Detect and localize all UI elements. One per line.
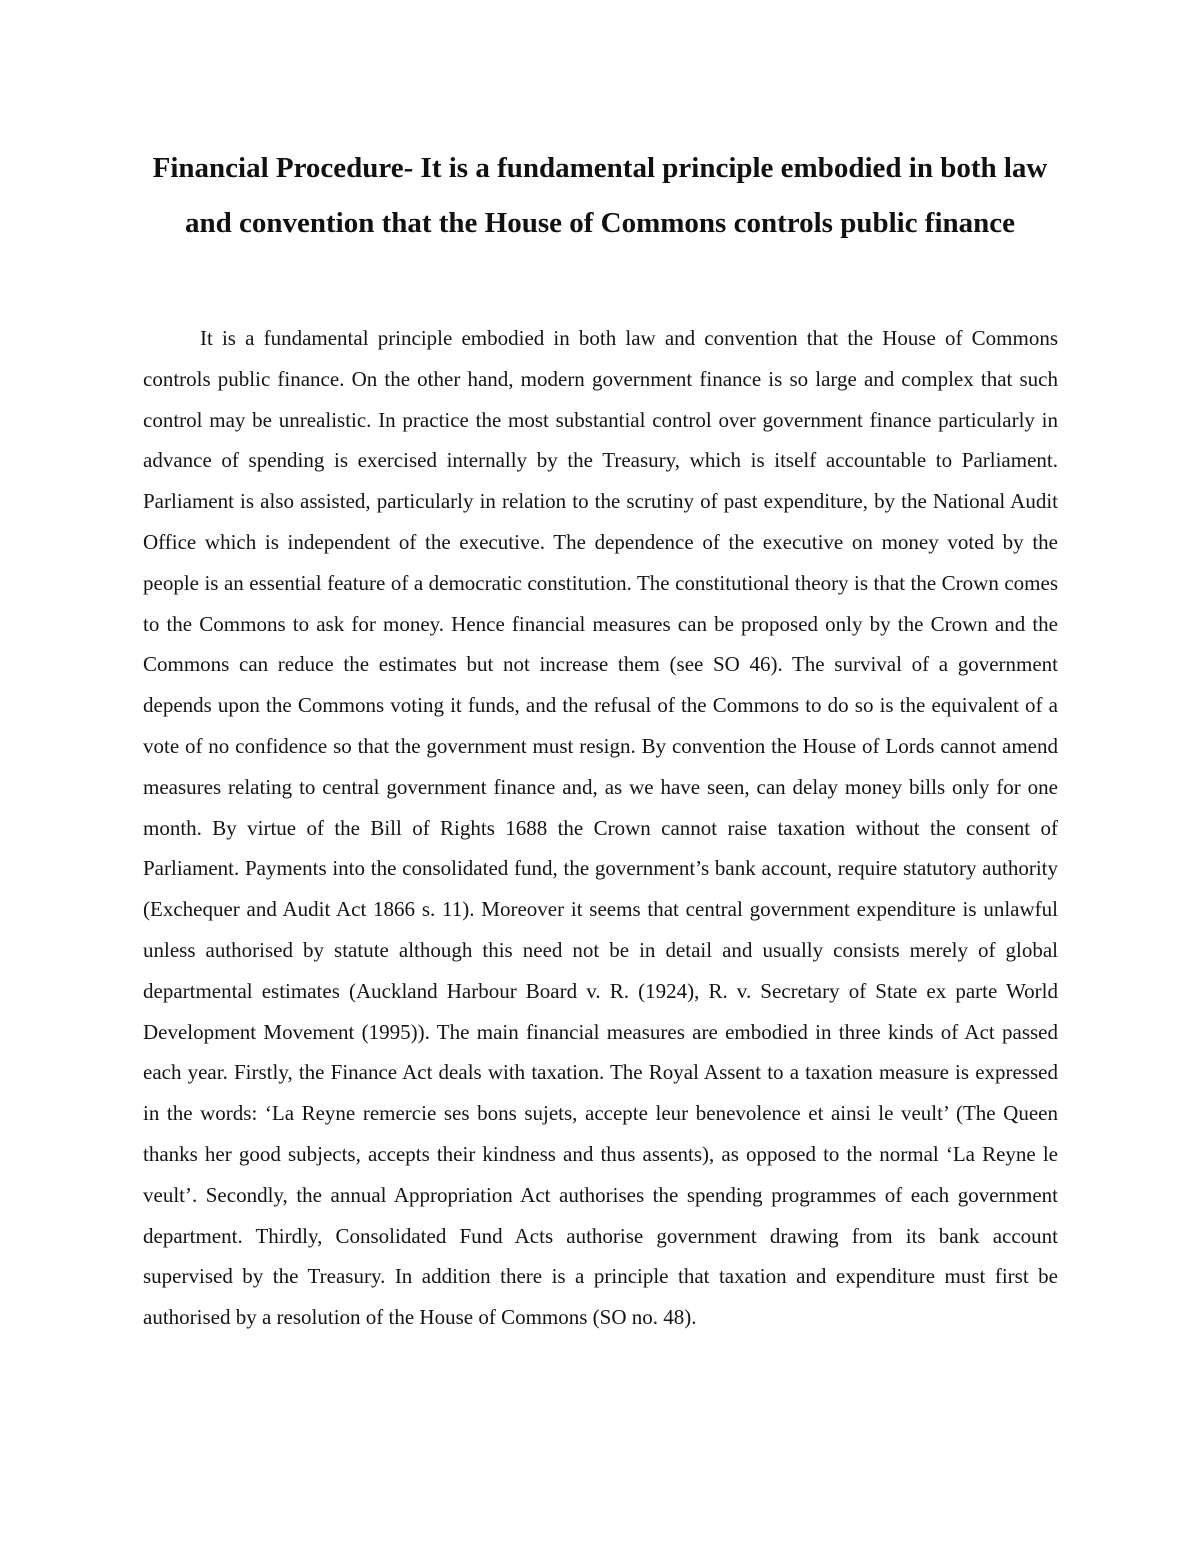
document-title: Financial Procedure- It is a fundamental principle embodied in both law and convention that the House of Commons controls public finance [152, 152, 1048, 239]
body-paragraph: It is a fundamental principle embodied in both law and convention that the House of Commons controls public finance. On the other hand, modern government finance is so large and complex that such control may be unrealistic. In practice the most substantial control over government finance particularly in advance of spending is exercised internally by the Treasury, which is itself accountable to Parliament. Parliament is also assisted, particularly in relation to the scrutiny of past expenditure, by the National Audit Office which is independent of the executive. The dependence of the executive on money voted by the people is an essential feature of a democratic constitution. The constitutional theory is that the Crown comes to the Commons to ask for money. Hence financial measures can be proposed only by the Crown and the Commons can reduce the estimates but not increase them (see SO 46). The survival of a government depends upon the Commons voting it funds, and the refusal of the Commons to do so is the equivalent of a vote of no confidence so that the government must resign. By convention the House of Lords cannot amend measures relating to central government finance and, as we have seen, can delay money bills only for one month. By virtue of the Bill of Rights 1688 the Crown cannot raise taxation without the consent of Parliament. Payments into the consolidated fund, the government’s bank account, require statutory authority (Exchequer and Audit Act 1866 s. 11). Moreover it seems that central government expenditure is unlawful unless authorised by statute although this need not be in detail and usually consists merely of global departmental estimates (Auckland Harbour Board v. R. (1924), R. v. Secretary of State ex parte World Development Movement (1995)). The main financial measures are embodied in three kinds of Act passed each year. Firstly, the Finance Act deals with taxation. The Royal Assent to a taxation measure is expressed in the words: ‘La Reyne remercie ses bons sujets, accepte leur benevolence et ainsi le veult’ (The Queen thanks her good subjects, accepts their kindness and thus assents), as opposed to the normal ‘La Reyne le veult’. Secondly, the annual Appropriation Act authorises the spending programmes of each government department. Thirdly, Consolidated Fund Acts authorise government drawing from its bank account supervised by the Treasury. In addition there is a principle that taxation and expenditure must first be authorised by a resolution of the House of Commons (SO no. 48). [143, 326, 1058, 1330]
